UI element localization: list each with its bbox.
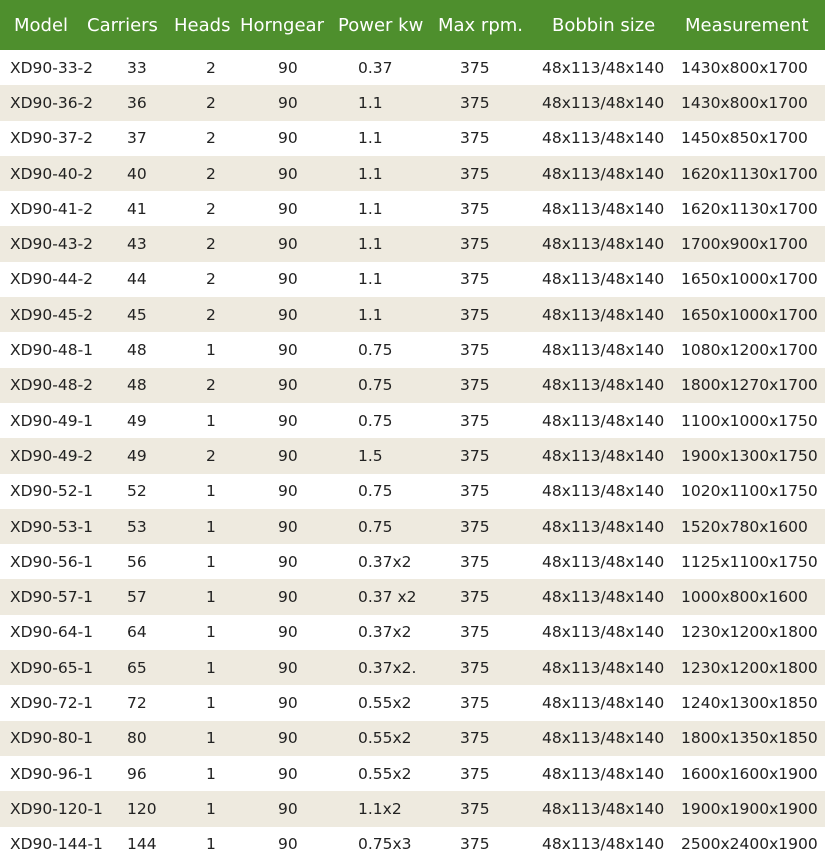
- cell-heads: 2: [206, 164, 216, 183]
- cell-power: 1.1: [358, 270, 383, 289]
- cell-model: XD90-44-2: [10, 270, 94, 289]
- header-row: [0, 0, 825, 50]
- cell-power: 1.1: [358, 199, 383, 218]
- cell-max-rpm: 375: [460, 199, 490, 218]
- cell-model: XD90-144-1: [10, 835, 103, 854]
- cell-heads: 1: [206, 517, 216, 536]
- cell-bobbin-size: 48x113/48x140: [542, 588, 665, 607]
- cell-heads: 1: [206, 482, 216, 501]
- cell-model: XD90-64-1: [10, 623, 94, 642]
- cell-heads: 2: [206, 270, 216, 289]
- cell-power: 0.37x2.: [358, 658, 417, 677]
- cell-max-rpm: 375: [460, 799, 490, 818]
- cell-horngear: 90: [278, 623, 298, 642]
- header-measurement: Measurement: [685, 14, 809, 36]
- cell-power: 1.1: [358, 235, 383, 254]
- cell-power: 0.55x2: [358, 764, 412, 783]
- cell-bobbin-size: 48x113/48x140: [542, 93, 665, 112]
- cell-max-rpm: 375: [460, 376, 490, 395]
- table-row: [0, 650, 825, 685]
- cell-bobbin-size: 48x113/48x140: [542, 270, 665, 289]
- cell-power: 1.5: [358, 446, 383, 465]
- cell-measurement: 1520x780x1600: [681, 517, 808, 536]
- cell-measurement: 1430x800x1700: [681, 93, 808, 112]
- cell-carriers: 64: [127, 623, 147, 642]
- header-horngear: Horngear: [240, 14, 324, 36]
- cell-horngear: 90: [278, 411, 298, 430]
- cell-measurement: 1230x1200x1800: [681, 658, 818, 677]
- table-row: [0, 121, 825, 156]
- cell-measurement: 1650x1000x1700: [681, 305, 818, 324]
- cell-measurement: 1800x1270x1700: [681, 376, 818, 395]
- cell-carriers: 48: [127, 376, 147, 395]
- table-row: [0, 721, 825, 756]
- cell-model: XD90-33-2: [10, 58, 94, 77]
- cell-max-rpm: 375: [460, 729, 490, 748]
- cell-measurement: 1080x1200x1700: [681, 341, 818, 360]
- cell-model: XD90-53-1: [10, 517, 94, 536]
- cell-max-rpm: 375: [460, 764, 490, 783]
- cell-horngear: 90: [278, 835, 298, 854]
- cell-power: 1.1x2: [358, 799, 402, 818]
- cell-horngear: 90: [278, 93, 298, 112]
- cell-bobbin-size: 48x113/48x140: [542, 693, 665, 712]
- cell-model: XD90-80-1: [10, 729, 94, 748]
- cell-max-rpm: 375: [460, 341, 490, 360]
- table-row: [0, 403, 825, 438]
- cell-power: 0.37x2: [358, 623, 412, 642]
- cell-max-rpm: 375: [460, 835, 490, 854]
- cell-max-rpm: 375: [460, 446, 490, 465]
- cell-heads: 2: [206, 129, 216, 148]
- cell-horngear: 90: [278, 376, 298, 395]
- cell-carriers: 52: [127, 482, 147, 501]
- table-row: [0, 226, 825, 261]
- cell-horngear: 90: [278, 729, 298, 748]
- cell-measurement: 1240x1300x1850: [681, 693, 818, 712]
- cell-model: XD90-43-2: [10, 235, 94, 254]
- cell-carriers: 56: [127, 552, 147, 571]
- cell-heads: 1: [206, 729, 216, 748]
- cell-power: 0.37x2: [358, 552, 412, 571]
- cell-horngear: 90: [278, 446, 298, 465]
- cell-max-rpm: 375: [460, 658, 490, 677]
- cell-model: XD90-49-2: [10, 446, 94, 465]
- cell-power: 0.75: [358, 411, 393, 430]
- cell-carriers: 45: [127, 305, 147, 324]
- cell-bobbin-size: 48x113/48x140: [542, 341, 665, 360]
- table-row: [0, 262, 825, 297]
- cell-bobbin-size: 48x113/48x140: [542, 58, 665, 77]
- cell-carriers: 37: [127, 129, 147, 148]
- table-row: [0, 332, 825, 367]
- cell-measurement: 1020x1100x1750: [681, 482, 818, 501]
- cell-carriers: 44: [127, 270, 147, 289]
- header-max-rpm: Max rpm.: [438, 14, 524, 36]
- cell-max-rpm: 375: [460, 235, 490, 254]
- cell-model: XD90-57-1: [10, 588, 94, 607]
- cell-max-rpm: 375: [460, 588, 490, 607]
- cell-power: 0.55x2: [358, 693, 412, 712]
- cell-bobbin-size: 48x113/48x140: [542, 623, 665, 642]
- cell-horngear: 90: [278, 764, 298, 783]
- cell-carriers: 57: [127, 588, 147, 607]
- cell-power: 0.75x3: [358, 835, 412, 854]
- cell-bobbin-size: 48x113/48x140: [542, 235, 665, 254]
- cell-carriers: 40: [127, 164, 147, 183]
- cell-measurement: 1125x1100x1750: [681, 552, 818, 571]
- cell-bobbin-size: 48x113/48x140: [542, 199, 665, 218]
- cell-model: XD90-56-1: [10, 552, 94, 571]
- table-row: [0, 50, 825, 85]
- cell-horngear: 90: [278, 693, 298, 712]
- cell-power: 0.75: [358, 376, 393, 395]
- table-row: [0, 474, 825, 509]
- cell-power: 1.1: [358, 164, 383, 183]
- cell-carriers: 49: [127, 411, 147, 430]
- cell-horngear: 90: [278, 341, 298, 360]
- cell-horngear: 90: [278, 199, 298, 218]
- header-bobbin-size: Bobbin size: [552, 14, 656, 36]
- cell-carriers: 53: [127, 517, 147, 536]
- cell-heads: 1: [206, 764, 216, 783]
- cell-model: XD90-65-1: [10, 658, 94, 677]
- cell-heads: 1: [206, 835, 216, 854]
- cell-model: XD90-52-1: [10, 482, 94, 501]
- cell-carriers: 96: [127, 764, 147, 783]
- cell-heads: 2: [206, 58, 216, 77]
- cell-power: 0.75: [358, 517, 393, 536]
- table-row: [0, 756, 825, 791]
- cell-horngear: 90: [278, 129, 298, 148]
- cell-horngear: 90: [278, 517, 298, 536]
- cell-model: XD90-96-1: [10, 764, 94, 783]
- cell-bobbin-size: 48x113/48x140: [542, 729, 665, 748]
- table-row: [0, 156, 825, 191]
- cell-measurement: 1230x1200x1800: [681, 623, 818, 642]
- header-model: Model: [14, 14, 69, 36]
- cell-max-rpm: 375: [460, 411, 490, 430]
- cell-horngear: 90: [278, 58, 298, 77]
- cell-heads: 2: [206, 199, 216, 218]
- cell-carriers: 36: [127, 93, 147, 112]
- cell-heads: 2: [206, 376, 216, 395]
- cell-power: 0.37: [358, 58, 393, 77]
- cell-horngear: 90: [278, 305, 298, 324]
- cell-heads: 2: [206, 446, 216, 465]
- cell-carriers: 33: [127, 58, 147, 77]
- cell-measurement: 1000x800x1600: [681, 588, 808, 607]
- cell-max-rpm: 375: [460, 623, 490, 642]
- cell-carriers: 120: [127, 799, 157, 818]
- cell-model: XD90-45-2: [10, 305, 94, 324]
- cell-heads: 2: [206, 305, 216, 324]
- table-row: [0, 685, 825, 720]
- cell-model: XD90-40-2: [10, 164, 94, 183]
- cell-max-rpm: 375: [460, 693, 490, 712]
- cell-max-rpm: 375: [460, 58, 490, 77]
- cell-model: XD90-41-2: [10, 199, 94, 218]
- cell-measurement: 1450x850x1700: [681, 129, 808, 148]
- table-row: [0, 791, 825, 826]
- cell-bobbin-size: 48x113/48x140: [542, 376, 665, 395]
- cell-power: 0.37 x2: [358, 588, 417, 607]
- cell-bobbin-size: 48x113/48x140: [542, 164, 665, 183]
- header-carriers: Carriers: [87, 14, 158, 36]
- cell-model: XD90-48-1: [10, 341, 94, 360]
- cell-model: XD90-72-1: [10, 693, 94, 712]
- cell-heads: 1: [206, 623, 216, 642]
- cell-heads: 1: [206, 658, 216, 677]
- cell-power: 0.75: [358, 341, 393, 360]
- cell-carriers: 65: [127, 658, 147, 677]
- cell-max-rpm: 375: [460, 129, 490, 148]
- header-power: Power kw: [338, 14, 424, 36]
- cell-bobbin-size: 48x113/48x140: [542, 658, 665, 677]
- cell-carriers: 144: [127, 835, 157, 854]
- cell-heads: 1: [206, 411, 216, 430]
- table-row: [0, 579, 825, 614]
- cell-bobbin-size: 48x113/48x140: [542, 446, 665, 465]
- cell-heads: 1: [206, 588, 216, 607]
- cell-horngear: 90: [278, 799, 298, 818]
- cell-model: XD90-36-2: [10, 93, 94, 112]
- cell-carriers: 43: [127, 235, 147, 254]
- cell-horngear: 90: [278, 235, 298, 254]
- cell-measurement: 1430x800x1700: [681, 58, 808, 77]
- cell-measurement: 2500x2400x1900: [681, 835, 818, 854]
- cell-max-rpm: 375: [460, 482, 490, 501]
- cell-model: XD90-48-2: [10, 376, 94, 395]
- cell-bobbin-size: 48x113/48x140: [542, 517, 665, 536]
- cell-horngear: 90: [278, 588, 298, 607]
- table-row: [0, 297, 825, 332]
- table-row: [0, 438, 825, 473]
- cell-power: 1.1: [358, 305, 383, 324]
- cell-measurement: 1620x1130x1700: [681, 199, 818, 218]
- cell-max-rpm: 375: [460, 270, 490, 289]
- cell-horngear: 90: [278, 658, 298, 677]
- cell-max-rpm: 375: [460, 305, 490, 324]
- cell-measurement: 1900x1300x1750: [681, 446, 818, 465]
- cell-carriers: 41: [127, 199, 147, 218]
- cell-measurement: 1600x1600x1900: [681, 764, 818, 783]
- cell-power: 1.1: [358, 129, 383, 148]
- cell-power: 1.1: [358, 93, 383, 112]
- table-row: [0, 85, 825, 120]
- header-heads: Heads: [174, 14, 231, 36]
- cell-bobbin-size: 48x113/48x140: [542, 835, 665, 854]
- cell-bobbin-size: 48x113/48x140: [542, 764, 665, 783]
- cell-measurement: 1700x900x1700: [681, 235, 808, 254]
- table-row: [0, 615, 825, 650]
- cell-bobbin-size: 48x113/48x140: [542, 482, 665, 501]
- cell-carriers: 49: [127, 446, 147, 465]
- cell-bobbin-size: 48x113/48x140: [542, 129, 665, 148]
- table-body: [0, 50, 825, 862]
- cell-measurement: 1800x1350x1850: [681, 729, 818, 748]
- cell-heads: 1: [206, 341, 216, 360]
- cell-bobbin-size: 48x113/48x140: [542, 305, 665, 324]
- cell-model: XD90-37-2: [10, 129, 94, 148]
- cell-measurement: 1620x1130x1700: [681, 164, 818, 183]
- table-row: [0, 509, 825, 544]
- cell-bobbin-size: 48x113/48x140: [542, 552, 665, 571]
- table-row: [0, 544, 825, 579]
- cell-horngear: 90: [278, 270, 298, 289]
- cell-max-rpm: 375: [460, 93, 490, 112]
- cell-measurement: 1100x1000x1750: [681, 411, 818, 430]
- cell-max-rpm: 375: [460, 552, 490, 571]
- cell-carriers: 80: [127, 729, 147, 748]
- cell-carriers: 72: [127, 693, 147, 712]
- cell-max-rpm: 375: [460, 517, 490, 536]
- cell-heads: 2: [206, 235, 216, 254]
- cell-horngear: 90: [278, 552, 298, 571]
- cell-bobbin-size: 48x113/48x140: [542, 411, 665, 430]
- cell-power: 0.75: [358, 482, 393, 501]
- cell-model: XD90-49-1: [10, 411, 94, 430]
- cell-model: XD90-120-1: [10, 799, 103, 818]
- cell-measurement: 1900x1900x1900: [681, 799, 818, 818]
- cell-heads: 2: [206, 93, 216, 112]
- table-row: [0, 827, 825, 862]
- table-row: [0, 368, 825, 403]
- cell-carriers: 48: [127, 341, 147, 360]
- cell-max-rpm: 375: [460, 164, 490, 183]
- cell-heads: 1: [206, 799, 216, 818]
- cell-heads: 1: [206, 552, 216, 571]
- cell-power: 0.55x2: [358, 729, 412, 748]
- table-row: [0, 191, 825, 226]
- cell-bobbin-size: 48x113/48x140: [542, 799, 665, 818]
- cell-horngear: 90: [278, 164, 298, 183]
- cell-measurement: 1650x1000x1700: [681, 270, 818, 289]
- cell-horngear: 90: [278, 482, 298, 501]
- cell-heads: 1: [206, 693, 216, 712]
